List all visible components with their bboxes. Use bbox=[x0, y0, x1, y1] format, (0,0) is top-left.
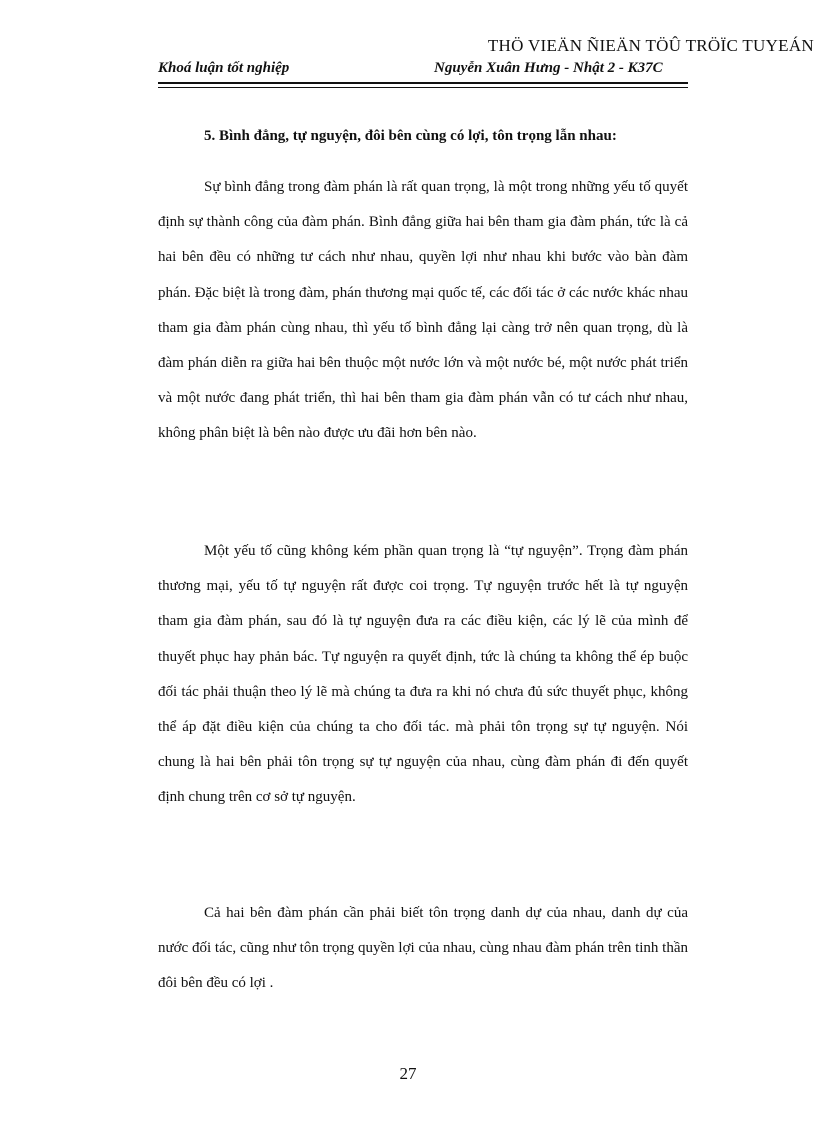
paragraph-mutual-respect bbox=[158, 896, 688, 1002]
header-rule-thick bbox=[158, 82, 688, 84]
page-number: 27 bbox=[399, 1064, 417, 1083]
section-heading: 5. Bình đẳng, tự nguyện, đôi bên cùng có lợi, tôn trọng lẫn nhau: bbox=[204, 128, 617, 144]
header-rule-thin bbox=[158, 87, 688, 88]
paragraph-text: Cả hai bên đàm phán cần phải biết tôn trọng danh dự của nhau, danh dự của nước đối tác, cũng như tôn trọng quyền lợi của nhau, cùng nhau đàm phán trên tinh thần đôi bên đều có lợi . bbox=[158, 905, 688, 992]
paragraph-voluntary bbox=[158, 534, 688, 816]
library-watermark: THÖ VIEÄN ÑIEÄN TÖÛ TRÖÏC TUYEÁN bbox=[487, 36, 814, 55]
header-thesis-label: Khoá luận tốt nghiệp bbox=[158, 60, 290, 76]
paragraph-equality bbox=[158, 170, 688, 452]
paragraph-text: Một yếu tố cũng không kém phần quan trọng là “tự nguyện”. Trọng đàm phán thương mại, yếu tố tự nguyện rất được coi trọng. Tự nguyện trước hết là tự nguyện tham gia đàm phán, sau đó là tự nguyện đưa ra các điều kiện, các lý lẽ của mình để thuyết phục hay phản bác. Tự nguyện ra quyết định, tức là chúng ta không thể ép buộc đối tác phải thuận theo lý lẽ mà chúng ta đưa ra khi nó chưa đủ sức thuyết phục, không thể áp đặt điều kiện của chúng ta cho đối tác. mà phải tôn trọng sự tự nguyện. Nói chung là hai bên phải tôn trọng sự tự nguyện của nhau, cùng đàm phán đi đến quyết định chung trên cơ sở tự nguyện. bbox=[158, 543, 688, 806]
running-header bbox=[158, 60, 688, 80]
paragraph-text: Sự bình đẳng trong đàm phán là rất quan trọng, là một trong những yếu tố quyết định sự thành công của đàm phán. Bình đẳng giữa hai bên tham gia đàm phán, tức là cả hai bên đều có những tư cách như nhau, quyền lợi như nhau khi bước vào bàn đàm phán. Đặc biệt là trong đàm, phán thương mại quốc tế, các đối tác ở các nước khác nhau tham gia đàm phán cùng nhau, thì yếu tố bình đẳng lại càng trở nên quan trọng, dù là đàm phán diễn ra giữa hai bên thuộc một nước lớn và một nước bé, một nước phát triển và một nước đang phát triển, thì hai bên tham gia đàm phán vẫn có tư cách như nhau, không phân biệt là bên nào được ưu đãi hơn bên nào. bbox=[158, 179, 688, 442]
header-author: Nguyễn Xuân Hưng - Nhật 2 - K37C bbox=[434, 60, 663, 76]
